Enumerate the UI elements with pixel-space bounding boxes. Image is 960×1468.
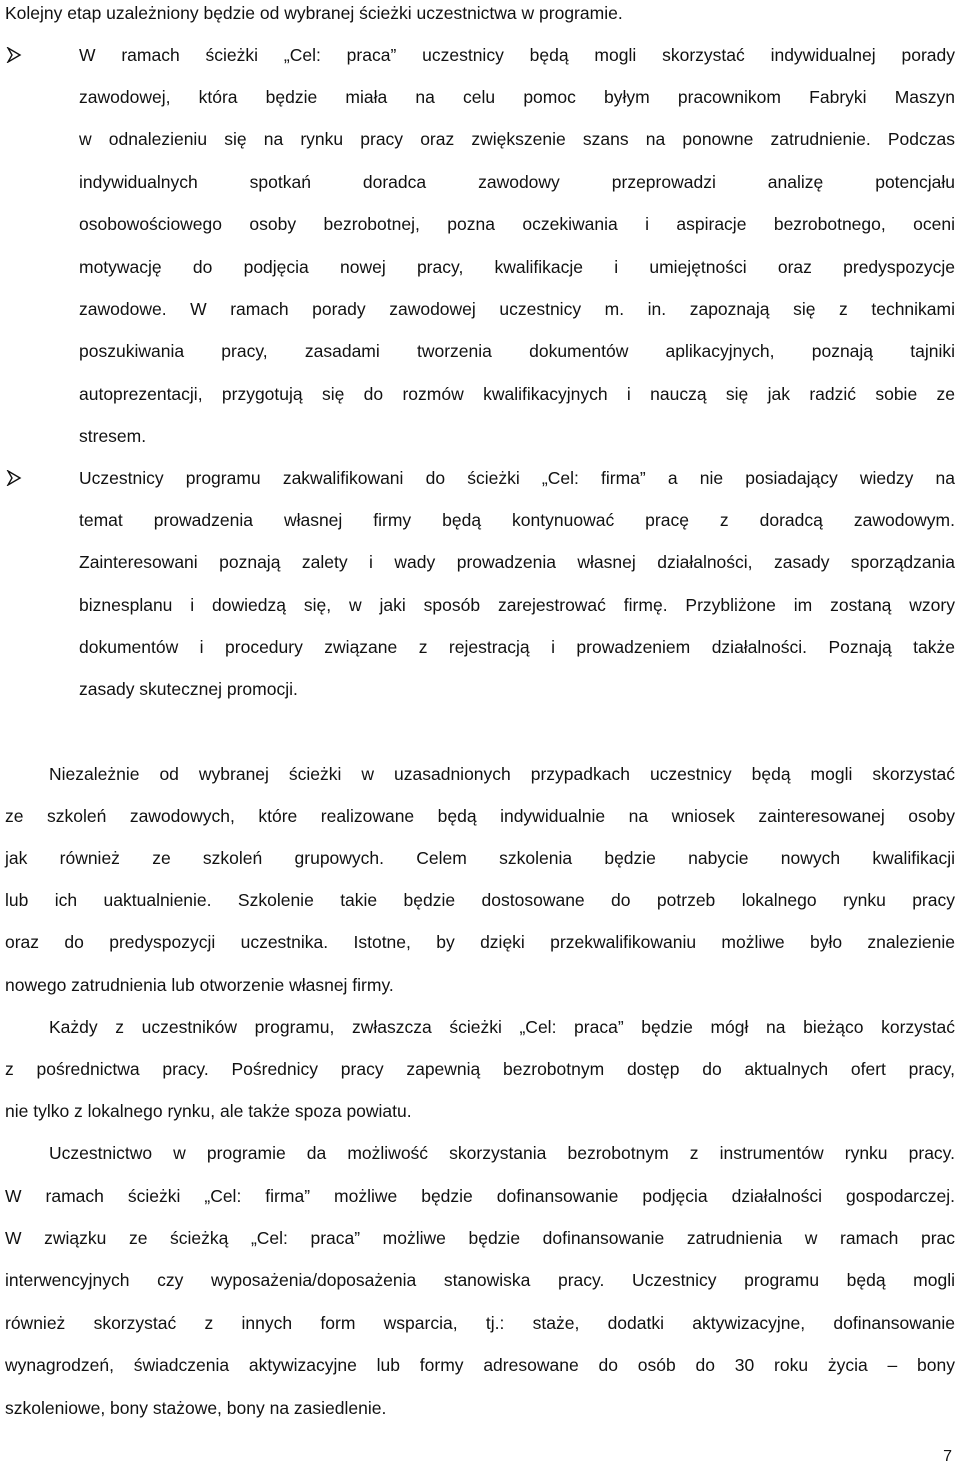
bullet1-line-6: motywację do podjęcia nowej pracy, kwalifikacje i umiejętności oraz predyspozycje [79,257,955,277]
para3-line-6: wynagrodzeń, świadczenia aktywizacyjne lub formy adresowane do osób do 30 roku życia – bony [5,1355,955,1375]
arrow-bullet-icon [6,470,22,486]
para3-line-5: również skorzystać z innych form wsparcia, tj.: staże, dodatki aktywizacyjne, dofinansowanie [5,1313,955,1333]
para3-line-4: interwencyjnych czy wyposażenia/doposażenia stanowiska pracy. Uczestnicy programu będą mogli [5,1270,955,1290]
para1-line-3: jak również ze szkoleń grupowych. Celem szkolenia będzie nabycie nowych kwalifikacji [5,848,955,868]
bullet1-line-7: zawodowe. W ramach porady zawodowej uczestnicy m. in. zapoznają się z technikami [79,299,955,319]
bullet1-line-8: poszukiwania pracy, zasadami tworzenia dokumentów aplikacyjnych, poznają tajniki [79,341,955,361]
bullet1-line-10: stresem. [79,426,147,446]
para1-line-6: nowego zatrudnienia lub otworzenie własnej firmy. [5,975,394,995]
bullet2-line-1: Uczestnicy programu zakwalifikowani do ścieżki „Cel: firma” a nie posiadający wiedzy na [79,468,955,488]
para2-line-1: Każdy z uczestników programu, zwłaszcza ścieżki „Cel: praca” będzie mógł na bieżąco korzystać [49,1017,955,1037]
bullet2-line-2: temat prowadzenia własnej firmy będą kontynuować pracę z doradcą zawodowym. [79,510,955,530]
para1-line-5: oraz do predyspozycji uczestnika. Istotne, by dzięki przekwalifikowaniu możliwe było znalezienie [5,932,955,952]
bullet1-line-5: osobowościowego osoby bezrobotnej, pozna oczekiwania i aspiracje bezrobotnego, oceni [79,214,955,234]
bullet1-line-2: zawodowej, która będzie miała na celu pomoc byłym pracownikom Fabryki Maszyn [79,87,955,107]
bullet1-line-1: W ramach ścieżki „Cel: praca” uczestnicy będą mogli skorzystać indywidualnej porady [79,45,955,65]
bullet2-line-5: dokumentów i procedury związane z rejestracją i prowadzeniem działalności. Poznają także [79,637,955,657]
intro-line: Kolejny etap uzależniony będzie od wybranej ścieżki uczestnictwa w programie. [5,3,623,23]
para1-line-1: Niezależnie od wybranej ścieżki w uzasadnionych przypadkach uczestnicy będą mogli skorzystać [49,764,955,784]
page-number: 7 [943,1448,952,1465]
bullet1-line-3: w odnalezieniu się na rynku pracy oraz zwiększenie szans na ponowne zatrudnienie. Podczas [79,129,955,149]
para3-line-7: szkoleniowe, bony stażowe, bony na zasiedlenie. [5,1398,387,1418]
bullet1-line-4: indywidualnych spotkań doradca zawodowy przeprowadzi analizę potencjału [79,172,955,192]
para3-line-3: W związku ze ścieżką „Cel: praca” możliwe będzie dofinansowanie zatrudnienia w ramach prac [5,1228,955,1248]
bullet1-line-9: autoprezentacji, przygotują się do rozmów kwalifikacyjnych i nauczą się jak radzić sobie ze [79,384,955,404]
para2-line-2: z pośrednictwa pracy. Pośrednicy pracy zapewnią bezrobotnym dostęp do aktualnych ofert pracy, [5,1059,955,1079]
para3-line-1: Uczestnictwo w programie da możliwość skorzystania bezrobotnym z instrumentów rynku pracy. [49,1143,955,1163]
bullet2-line-3: Zainteresowani poznają zalety i wady prowadzenia własnej działalności, zasady sporządzania [79,552,955,572]
arrow-bullet-icon [6,47,22,63]
para1-line-4: lub ich uaktualnienie. Szkolenie takie będzie dostosowane do potrzeb lokalnego rynku pracy [5,890,955,910]
para2-line-3: nie tylko z lokalnego rynku, ale także spoza powiatu. [5,1101,412,1121]
para1-line-2: ze szkoleń zawodowych, które realizowane będą indywidualnie na wniosek zainteresowanej osoby [5,806,955,826]
bullet2-line-6: zasady skutecznej promocji. [79,679,298,699]
para3-line-2: W ramach ścieżki „Cel: firma” możliwe będzie dofinansowanie podjęcia działalności gospodarczej. [5,1186,955,1206]
bullet2-line-4: biznesplanu i dowiedzą się, w jaki sposób zarejestrować firmę. Przybliżone im zostaną wzory [79,595,955,615]
